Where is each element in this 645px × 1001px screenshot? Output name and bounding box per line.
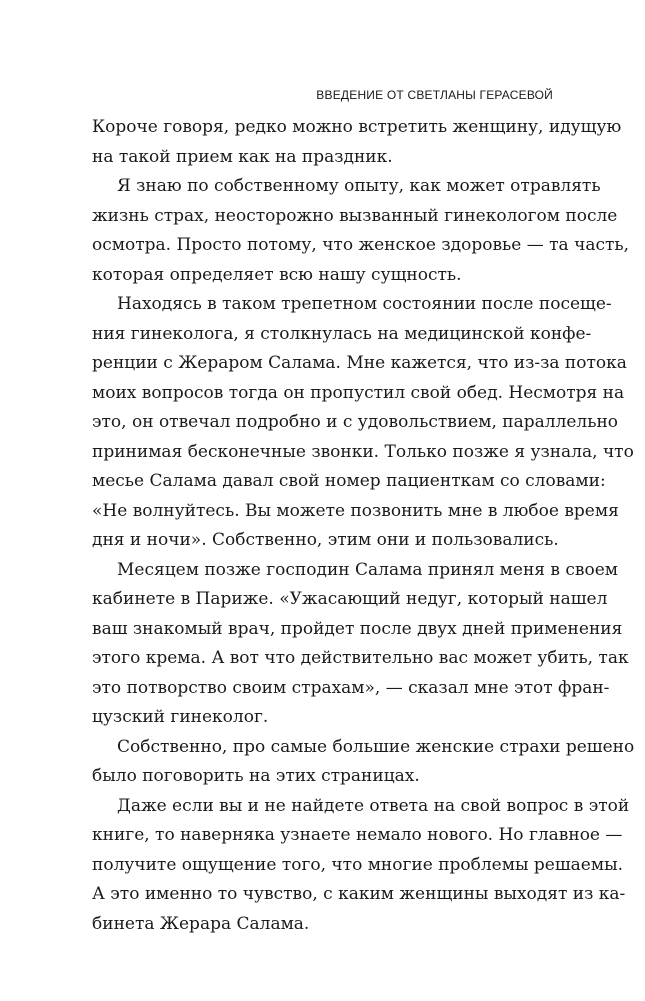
paragraph — [92, 290, 634, 556]
paragraph — [92, 172, 630, 290]
text-line: Месяцем позже господин Салама принял меня в своем — [117, 559, 619, 580]
paragraph — [92, 733, 635, 792]
text-line: Короче говоря, редко можно встретить женщину, идущую — [92, 117, 622, 137]
text-line: которая определяет всю нашу сущность. — [92, 264, 462, 285]
running-head: ВВЕДЕНИЕ ОТ СВЕТЛАНЫ ГЕРАСЕВОЙ — [316, 88, 553, 102]
text-line: ния гинеколога, я столкнулась на медицинской конфе- — [92, 323, 592, 344]
text-line: дня и ночи». Собственно, этим они и пользовались. — [92, 530, 559, 550]
text-line: ренции с Жераром Салама. Мне кажется, что из-за потока — [92, 353, 627, 373]
text-line: «Не волнуйтесь. Вы можете позвонить мне в любое время — [92, 500, 619, 521]
text-line: кабинете в Париже. «Ужасающий недуг, который нашел — [92, 589, 608, 609]
text-line: ваш знакомый врач, пройдет после двух дней применения — [92, 618, 623, 639]
text-line: моих вопросов тогда он пропустил свой обед. Несмотря на — [92, 382, 625, 403]
text-line: А это именно то чувство, с каким женщины выходят из ка- — [92, 884, 626, 904]
text-line: месье Салама давал свой номер пациенткам со словами: — [92, 471, 606, 491]
paragraph — [92, 556, 629, 733]
paragraph — [92, 792, 630, 940]
paragraph — [92, 113, 622, 172]
text-line: цузский гинеколог. — [92, 707, 269, 727]
text-line: этого крема. А вот что действительно вас может убить, так — [92, 648, 629, 668]
text-line: было поговорить на этих страницах. — [92, 766, 420, 786]
text-line: книге, то наверняка узнаете немало нового. Но главное — — [92, 825, 623, 845]
text-line: Даже если вы и не найдете ответа на свой вопрос в этой — [117, 795, 630, 816]
body-text — [92, 113, 635, 939]
text-line: на такой прием как на праздник. — [92, 146, 393, 167]
text-line: осмотра. Просто потому, что женское здоровье — та часть, — [92, 235, 630, 255]
text-line: жизнь страх, неосторожно вызванный гинекологом после — [92, 205, 618, 226]
text-line: Собственно, про самые большие женские страхи решено — [117, 736, 635, 757]
text-line: получите ощущение того, что многие проблемы решаемы. — [92, 854, 624, 875]
text-line: Находясь в таком трепетном состоянии после посеще- — [117, 294, 612, 314]
text-line: принимая бесконечные звонки. Только позже я узнала, что — [92, 441, 634, 462]
text-line: это, он отвечал подробно и с удовольствием, параллельно — [92, 412, 619, 432]
text-line: это потворство своим страхам», — сказал мне этот фран- — [92, 677, 610, 698]
text-line: Я знаю по собственному опыту, как может отравлять — [117, 176, 601, 196]
text-line: бинета Жерара Салама. — [92, 913, 310, 934]
